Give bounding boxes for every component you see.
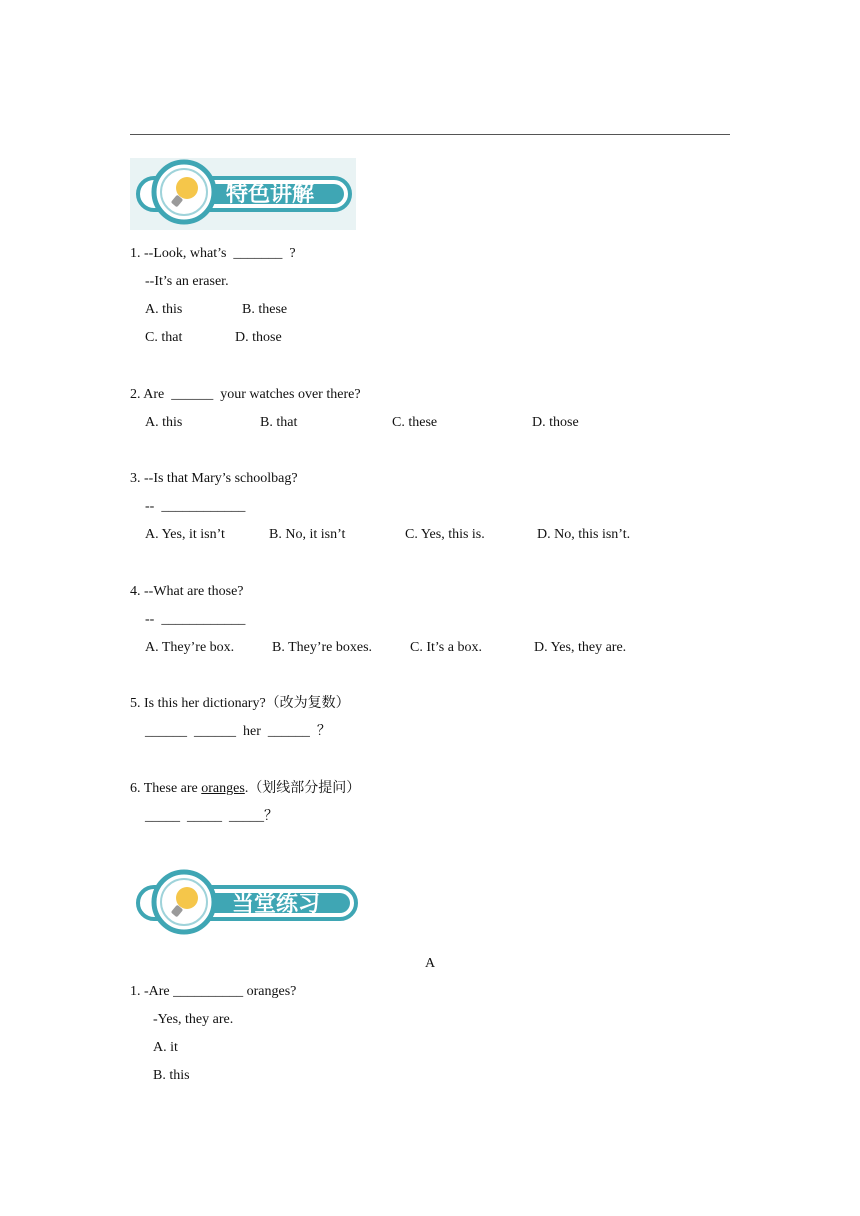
section-banner-practice — [130, 866, 362, 940]
q6-stem — [130, 780, 360, 798]
q4-option-c: C. It’s a box. — [410, 640, 482, 655]
q1-option-a: A. this — [145, 302, 183, 317]
q1-stem: 1. --Look, what’s _______ ? — [130, 246, 296, 261]
practice-q1-option-b: B. this — [153, 1068, 190, 1083]
q3-option-a: A. Yes, it isn’t — [145, 527, 225, 542]
q6-stem-after: .（划线部分提问） — [244, 781, 361, 796]
q2-option-a: A. this — [145, 415, 183, 430]
q3-reply: -- ____________ — [145, 499, 246, 514]
lightbulb-icon — [154, 872, 214, 932]
practice-q1-option-a: A. it — [153, 1040, 178, 1055]
lightbulb-icon — [154, 162, 214, 222]
practice-q1-stem: 1. -Are __________ oranges? — [130, 984, 297, 999]
q1-reply: --It’s an eraser. — [145, 274, 229, 289]
q1-option-b: B. these — [242, 302, 288, 317]
q2-option-b: B. that — [260, 415, 298, 430]
section-title-practice: 当堂练习 — [231, 892, 321, 917]
q4-reply: -- ____________ — [145, 612, 246, 627]
q3-option-b: B. No, it isn’t — [269, 527, 346, 542]
practice-q1-reply: -Yes, they are. — [153, 1012, 234, 1027]
q3-stem: 3. --Is that Mary’s schoolbag? — [130, 471, 298, 486]
section-title-lecture: 特色讲解 — [225, 182, 315, 207]
q4-option-d: D. Yes, they are. — [534, 640, 627, 655]
q6-answer-blanks: _____ _____ _____？ — [145, 809, 278, 824]
q1-option-c: C. that — [145, 330, 183, 345]
practice-part-label: A — [424, 956, 436, 971]
q6-underlined-word: oranges — [201, 781, 245, 796]
q2-option-d: D. those — [532, 415, 579, 430]
q2-stem: 2. Are ______ your watches over there? — [130, 387, 361, 402]
q3-option-d: D. No, this isn’t. — [537, 527, 631, 542]
header-rule — [130, 134, 730, 135]
q1-option-d: D. those — [235, 330, 282, 345]
q5-stem: 5. Is this her dictionary?（改为复数） — [130, 696, 350, 711]
q2-option-c: C. these — [392, 415, 438, 430]
q5-answer-blanks: ______ ______ her ______ ？ — [145, 724, 331, 739]
q4-option-a: A. They’re box. — [145, 640, 235, 655]
section-banner-lecture — [130, 158, 356, 230]
q6-stem-before: 6. These are — [130, 781, 202, 796]
q4-option-b: B. They’re boxes. — [272, 640, 373, 655]
q4-stem: 4. --What are those? — [130, 584, 244, 599]
q3-option-c: C. Yes, this is. — [405, 527, 485, 542]
